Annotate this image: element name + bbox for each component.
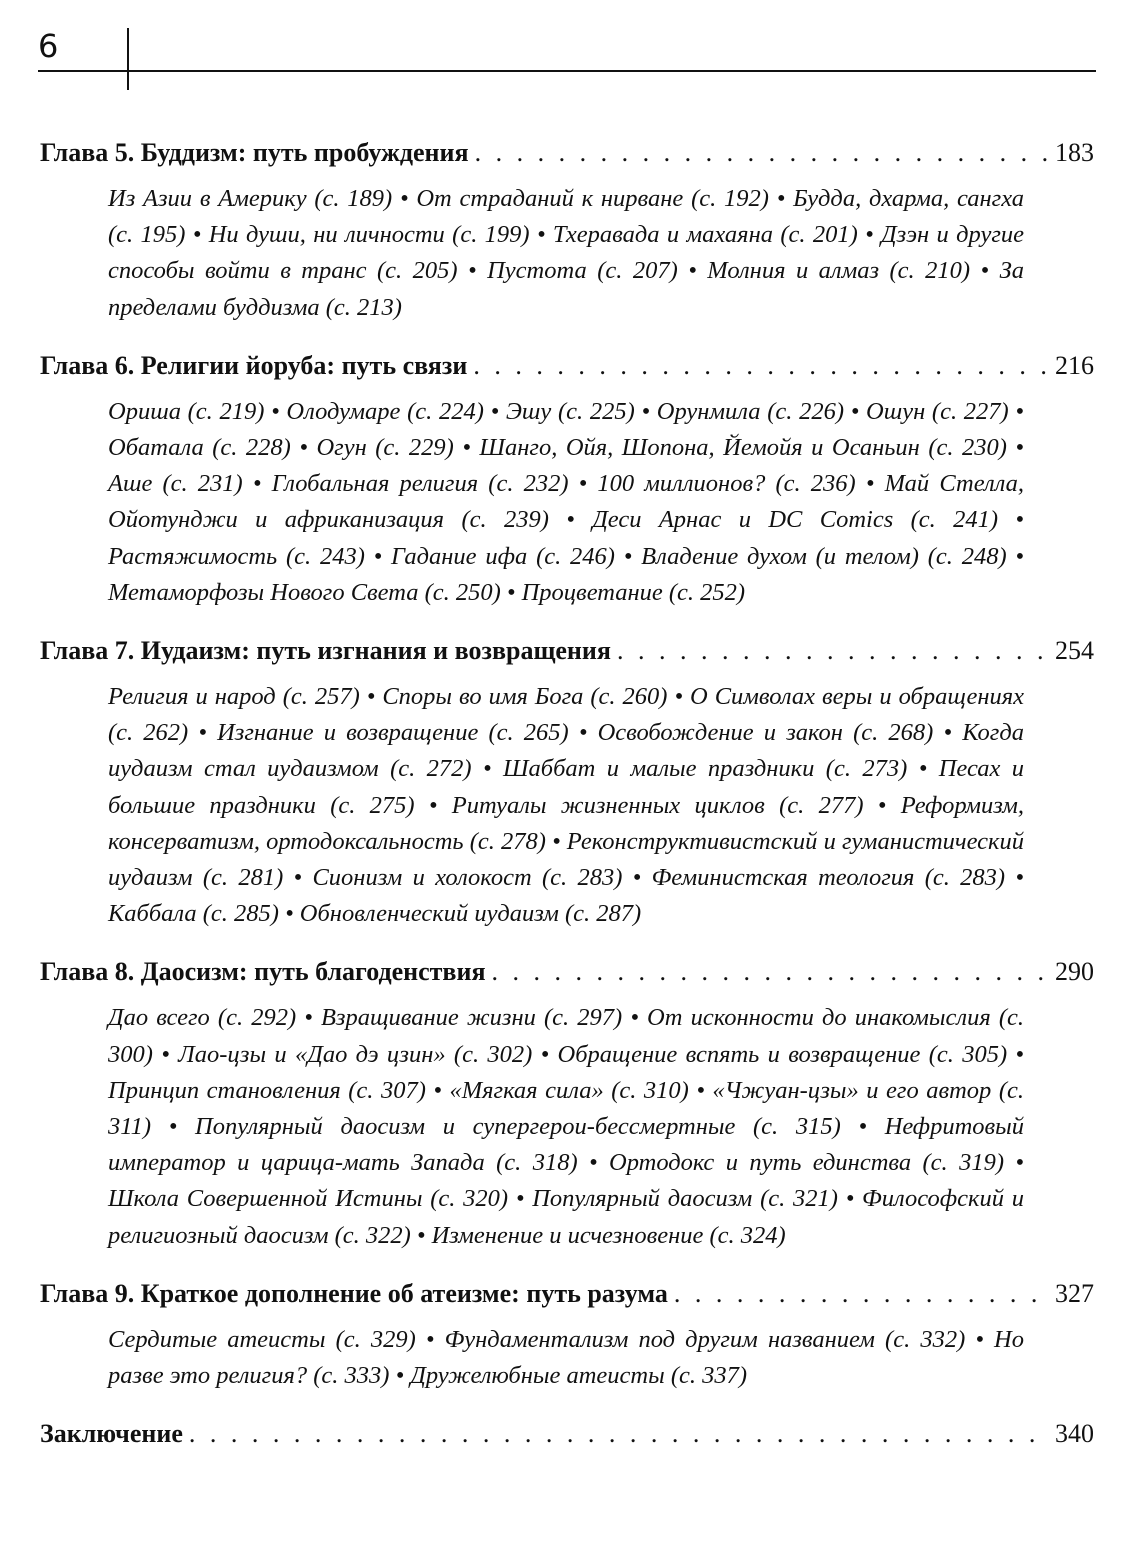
chapter-title[interactable]: Глава 7. Иудаизм: путь изгнания и возвращения — [40, 636, 611, 666]
chapter-page-number[interactable]: 327 — [1055, 1278, 1094, 1308]
dot-leader — [189, 1416, 1049, 1452]
header-tick — [127, 28, 129, 90]
dot-leader — [674, 1276, 1049, 1312]
chapter-title[interactable]: Глава 5. Буддизм: путь пробуждения — [40, 138, 469, 167]
chapter-topics: Религия и народ (с. 257) • Споры во имя Бога (с. 260) • О Символах веры и обращениях (с. 262) • Изгнание и возвращение (с. 265) • Освобождение и закон (с. 268) • Когда иудаизм стал иудаизмом (с. 272) • Шаббат и малые праздники (с. 273) • Песах и большие праздники (с. 275) • Ритуалы жизненных циклов (с. 277) • Реформизм, консерватизм, ортодоксальность (с. 278) • Реконструктивистский и гуманистический иудаизм (с. 281) • Сионизм и холокост (с. 283) • Феминистская теология (с. 283) • Каббала (с. 285) • Обновленческий иудаизм (с. 287) — [108, 683, 1024, 928]
chapter-heading[interactable] — [40, 1416, 1094, 1452]
chapter-page-number[interactable]: 340 — [1055, 1419, 1094, 1449]
chapter-heading[interactable] — [40, 135, 1094, 171]
toc-entry-chapter-5[interactable] — [40, 135, 1094, 326]
toc-entry-chapter-6[interactable] — [40, 348, 1094, 611]
toc-entry-chapter-9[interactable] — [40, 1276, 1094, 1394]
chapter-page-number[interactable]: 254 — [1055, 636, 1094, 666]
dot-leader — [473, 348, 1049, 384]
dot-leader — [475, 135, 1049, 171]
chapter-page-number[interactable]: 216 — [1055, 350, 1094, 380]
chapter-heading[interactable] — [40, 954, 1094, 990]
chapter-title[interactable]: Глава 9. Краткое дополнение об атеизме: путь разума — [40, 1278, 668, 1308]
chapter-heading[interactable] — [40, 633, 1094, 669]
chapter-title[interactable]: Глава 6. Религии йоруба: путь связи — [40, 350, 468, 380]
chapter-topics: Дао всего (с. 292) • Взращивание жизни (с. 297) • От исконности до инакомыслия (с. 300) • Лао-цзы и «Дао дэ цзин» (с. 302) • Обращение вспять и возвращение (с. 305) • Принцип становления (с. 307) • «Мягкая сила» (с. 310) • «Чжуан-цзы» и его автор (с. 311) • Популярный даосизм и супергерои-бессмертные (с. 315) • Нефритовый император и царица-мать Запада (с. 318) • Ортодокс и путь единства (с. 319) • Школа Совершенной Истины (с. 320) • Популярный даосизм (с. 321) • Философский и религиозный даосизм (с. 322) • Изменение и исчезновение (с. 324) — [108, 1004, 1024, 1249]
table-of-contents — [40, 135, 1094, 1474]
chapter-title[interactable]: Глава 8. Даосизм: путь благоденствия — [40, 957, 486, 987]
chapter-topics: Из Азии в Америку (с. 189) • От страданий к нирване (с. 192) • Будда, дхарма, сангха (с. 195) • Ни души, ни личности (с. 199) • Тхеравада и махаяна (с. 201) • Дзэн и другие способы войти в транс (с. 205) • Пустота (с. 207) • Молния и алмаз (с. 210) • За пределами буддизма (с. 213) — [108, 185, 1024, 321]
chapter-page-number[interactable]: 183 — [1055, 138, 1094, 167]
toc-entry-chapter-8[interactable] — [40, 954, 1094, 1253]
chapter-heading[interactable] — [40, 348, 1094, 384]
toc-entry-conclusion[interactable] — [40, 1416, 1094, 1452]
chapter-page-number[interactable]: 290 — [1055, 957, 1094, 987]
dot-leader — [617, 633, 1049, 669]
dot-leader — [492, 954, 1049, 990]
chapter-topics: Сердитые атеисты (с. 329) • Фундаментализм под другим названием (с. 332) • Но разве это религия? (с. 333) • Дружелюбные атеисты (с. 337) — [108, 1325, 1024, 1390]
header-rule — [38, 70, 1096, 72]
chapter-heading[interactable] — [40, 1276, 1094, 1312]
toc-entry-chapter-7[interactable] — [40, 633, 1094, 932]
page-header — [38, 28, 1096, 90]
chapter-title[interactable]: Заключение — [40, 1419, 183, 1449]
page-number: 6 — [38, 27, 59, 65]
chapter-topics: Ориша (с. 219) • Олодумаре (с. 224) • Эшу (с. 225) • Орунмила (с. 226) • Ошун (с. 227) • Обатала (с. 228) • Огун (с. 229) • Шанго, Ойя, Шопона, Йемойя и Осаньин (с. 230) • Аше (с. 231) • Глобальная религия (с. 232) • 100 миллионов? (с. 236) • Май Стелла, Ойотунджи и африканизация (с. 239) • Деси Арнас и DC Comics (с. 241) • Растяжимость (с. 243) • Гадание ифа (с. 246) • Владение духом (и телом) (с. 248) • Метаморфозы Нового Света (с. 250) • Процветание (с. 252) — [108, 397, 1024, 606]
